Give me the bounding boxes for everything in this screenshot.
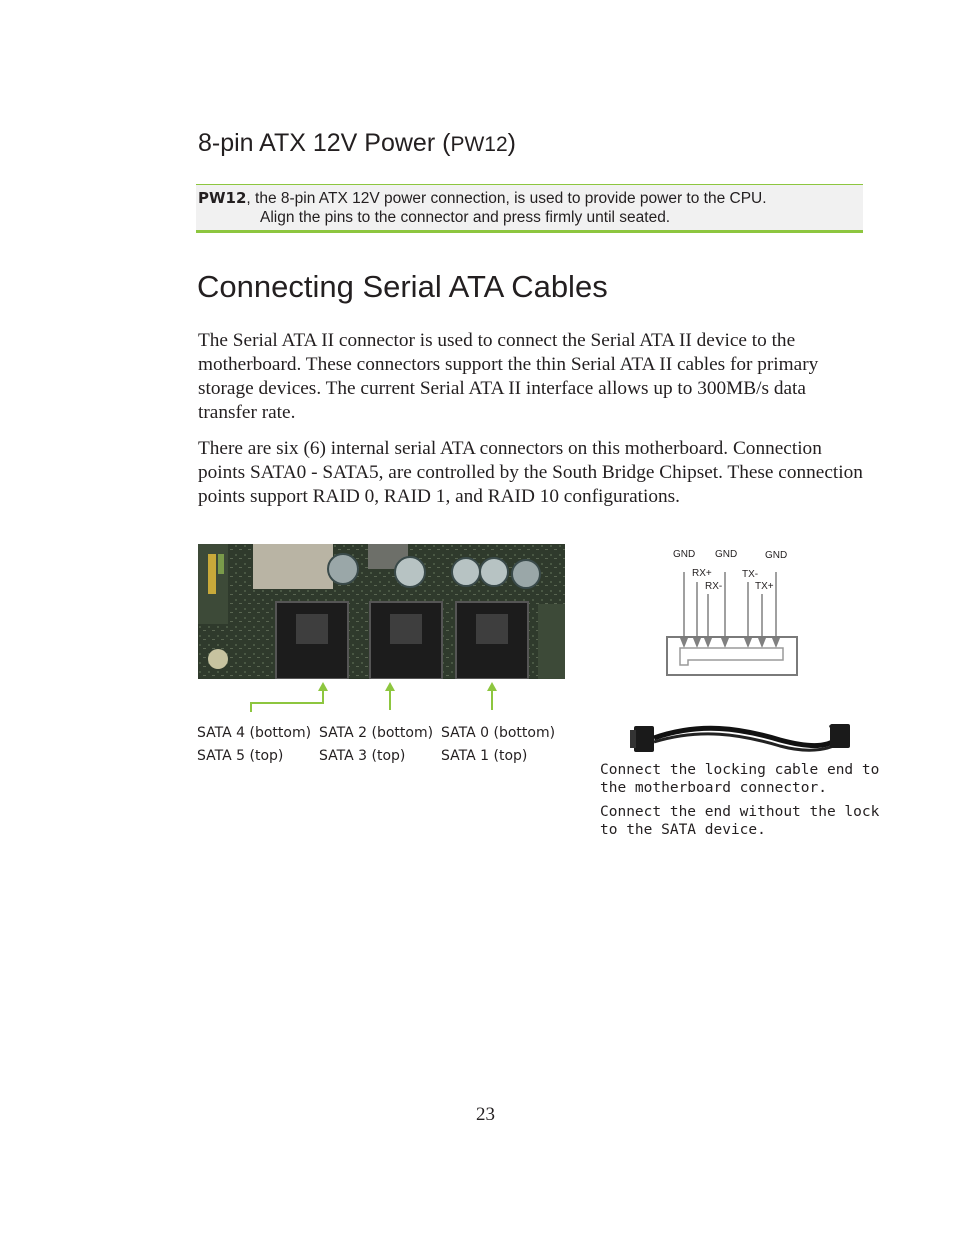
arrow-sata4-5 (251, 688, 323, 712)
motherboard-photo (198, 544, 565, 679)
note-code: PW12 (198, 189, 247, 207)
pin-gnd-1: GND (673, 549, 696, 560)
cable-note-1-line-2: the motherboard connector. (600, 780, 827, 796)
sata-cable-image (630, 718, 854, 758)
port-label-sata0: SATA 0 (bottom) (441, 725, 556, 741)
pin-tx-plus: TX+ (755, 581, 774, 592)
note-line-2: Align the pins to the connector and press firmly until seated. (260, 209, 671, 226)
port-label-sata2: SATA 2 (bottom) (319, 725, 434, 741)
note-box (196, 184, 863, 233)
port-label-sata4: SATA 4 (bottom) (197, 725, 312, 741)
cable-note-2-line-1: Connect the end without the lock (600, 804, 880, 820)
connector-paragraph: There are six (6) internal serial ATA connectors on this motherboard. Connection points SATA0 - SATA5, are controlled by the South Bridge Chipset. These connection points support RAID 0, RAID 1, and RAID 10 configurations. (198, 438, 863, 507)
page-number: 23 (476, 1104, 495, 1125)
port-pointer-arrows (240, 680, 520, 720)
cable-note-1-line-1: Connect the locking cable end to (600, 762, 880, 778)
sata-pin-diagram (660, 542, 810, 682)
power-heading: 8-pin ATX 12V Power (PW12) (198, 129, 516, 157)
intro-paragraph: The Serial ATA II connector is used to connect the Serial ATA II device to the motherboard. These connectors support the thin Serial ATA II cables for primary storage devices. The current Serial ATA II interface allows up to 300MB/s data transfer rate. (198, 330, 819, 423)
cable-note-2-line-2: to the SATA device. (600, 822, 766, 838)
pin-gnd-2: GND (715, 549, 738, 560)
pin-tx-minus: TX- (742, 569, 759, 580)
port-label-sata5: SATA 5 (top) (197, 748, 284, 764)
port-label-sata1: SATA 1 (top) (441, 748, 528, 764)
note-line-1: PW12, the 8-pin ATX 12V power connection, is used to provide power to the CPU. (198, 189, 767, 207)
port-label-sata3: SATA 3 (top) (319, 748, 406, 764)
pin-rx-minus: RX- (705, 581, 723, 592)
pin-gnd-3: GND (765, 550, 788, 561)
sata-heading: Connecting Serial ATA Cables (197, 269, 608, 304)
pin-rx-plus: RX+ (692, 568, 712, 579)
